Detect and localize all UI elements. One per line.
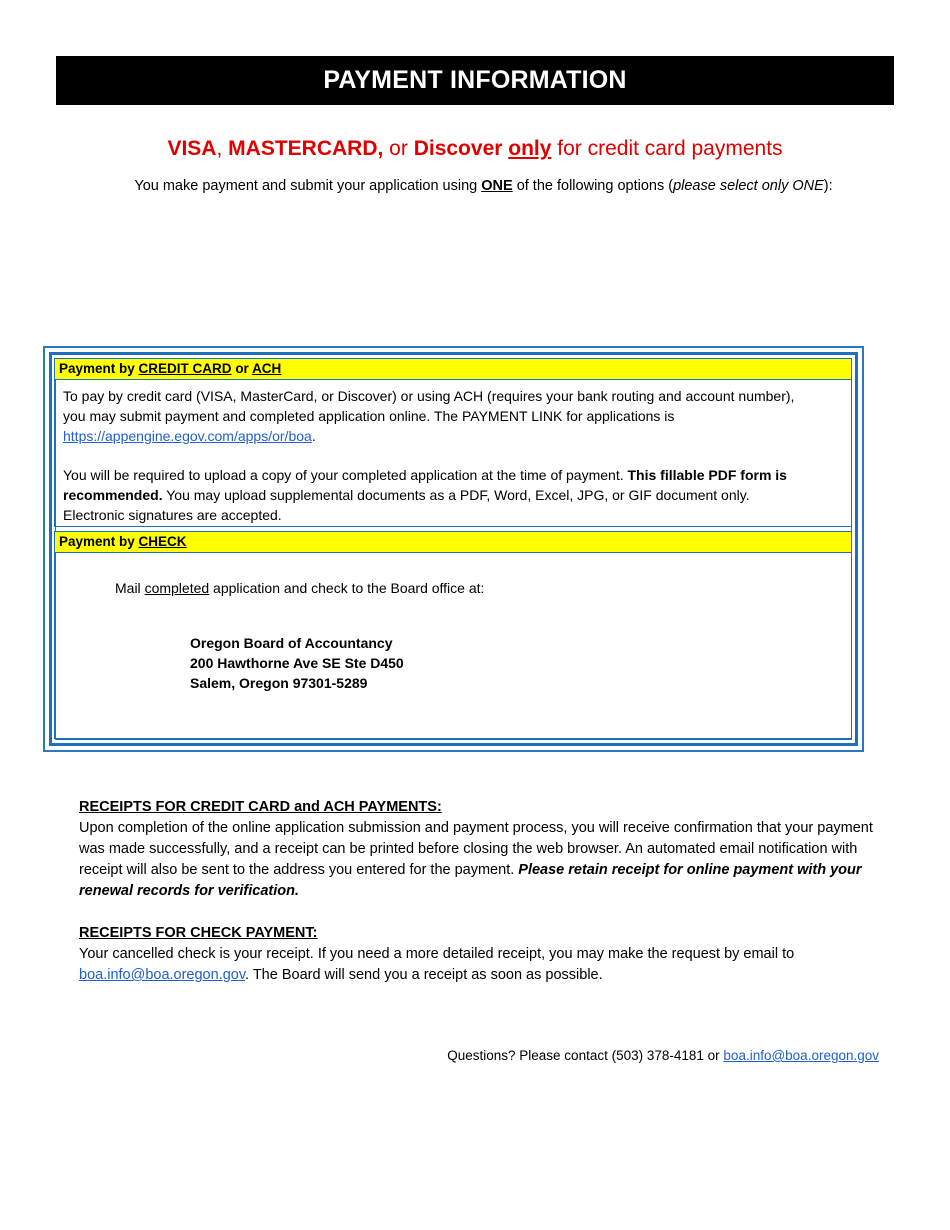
receipts-check-after: . The Board will send you a receipt as soon as possible.	[245, 967, 603, 983]
accepted-cards-line	[0, 137, 950, 161]
cc-head-or: or	[235, 361, 249, 376]
mastercard-label: MASTERCARD,	[228, 137, 384, 160]
mail-before: Mail	[115, 580, 141, 596]
receipts-check-text: Your cancelled check is your receipt. If you need a more detailed receipt, you may make the request by email to	[79, 946, 795, 962]
cc-para2-b: You may upload supplemental documents as a PDF, Word, Excel, JPG, or GIF document only. Electronic signatures are accepted.	[63, 487, 750, 523]
cc-head-ach: ACH	[252, 361, 282, 376]
cc-para2-a: You will be required to upload a copy of your completed application at the time of payment.	[63, 467, 624, 483]
intro-middle: of the following options (	[516, 178, 674, 194]
cc-para1: To pay by credit card (VISA, MasterCard, or Discover) or using ACH (requires your bank routing and account number), you may submit payment and completed application online. The PAYMENT LINK for applications is	[63, 388, 795, 424]
page-title-text: PAYMENT INFORMATION	[323, 66, 627, 94]
questions-contact	[447, 1048, 879, 1063]
receipts-check-heading: RECEIPTS FOR CHECK PAYMENT:	[79, 925, 318, 941]
mail-after: application and check to the Board office at:	[213, 580, 485, 596]
cc-para2-bold: This fillable PDF form is recommended.	[63, 467, 787, 503]
cc-head-credit-card: CREDIT CARD	[138, 361, 232, 376]
receipts-cc-heading: RECEIPTS FOR CREDIT CARD and ACH PAYMENTS:	[79, 799, 442, 815]
or-text: or	[389, 137, 408, 160]
cards-rest-text: for credit card payments	[557, 137, 783, 160]
intro-after: ):	[823, 178, 833, 194]
credit-card-instructions	[63, 386, 803, 525]
mail-instructions	[115, 580, 484, 596]
cc-link-after: .	[311, 428, 316, 444]
receipts-cc-bold-italic: Please retain receipt for online payment with your renewal records for verification.	[79, 862, 862, 899]
intro-one: ONE	[481, 178, 513, 194]
credit-card-section-header	[54, 358, 852, 380]
page-title	[56, 56, 894, 105]
mailing-address	[190, 633, 404, 693]
address-line1: Oregon Board of Accountancy	[190, 635, 393, 651]
intro-line	[0, 178, 950, 194]
only-label: only	[508, 137, 552, 160]
receipts-section	[79, 797, 889, 986]
visa-label: VISA	[167, 137, 217, 160]
receipts-cc-text: Upon completion of the online application submission and payment process, you will receive confirmation that your payment was made successfully, and a receipt can be printed before closing the web browser. An automated email notification with receipt will also be sent to the address you entered for the payment.	[79, 820, 873, 878]
check-section-header	[54, 531, 852, 553]
address-line3: Salem, Oregon 97301-5289	[190, 675, 368, 691]
cc-head-prefix: Payment by	[59, 361, 135, 376]
receipts-email-link[interactable]: boa.info@boa.oregon.gov	[79, 967, 246, 983]
check-head-check: CHECK	[138, 534, 187, 549]
questions-email-link[interactable]: boa.info@boa.oregon.gov	[723, 1048, 879, 1063]
comma: ,	[216, 137, 223, 160]
intro-italic: please select only ONE	[673, 178, 824, 194]
mail-completed: completed	[144, 580, 210, 596]
intro-before: You make payment and submit your application using	[134, 178, 478, 194]
discover-label: Discover	[413, 137, 503, 160]
payment-link[interactable]: https://appengine.egov.com/apps/or/boa	[63, 428, 312, 444]
address-line2: 200 Hawthorne Ave SE Ste D450	[190, 655, 404, 671]
check-head-prefix: Payment by	[59, 534, 135, 549]
questions-text: Questions? Please contact (503) 378-4181 or	[447, 1048, 720, 1063]
